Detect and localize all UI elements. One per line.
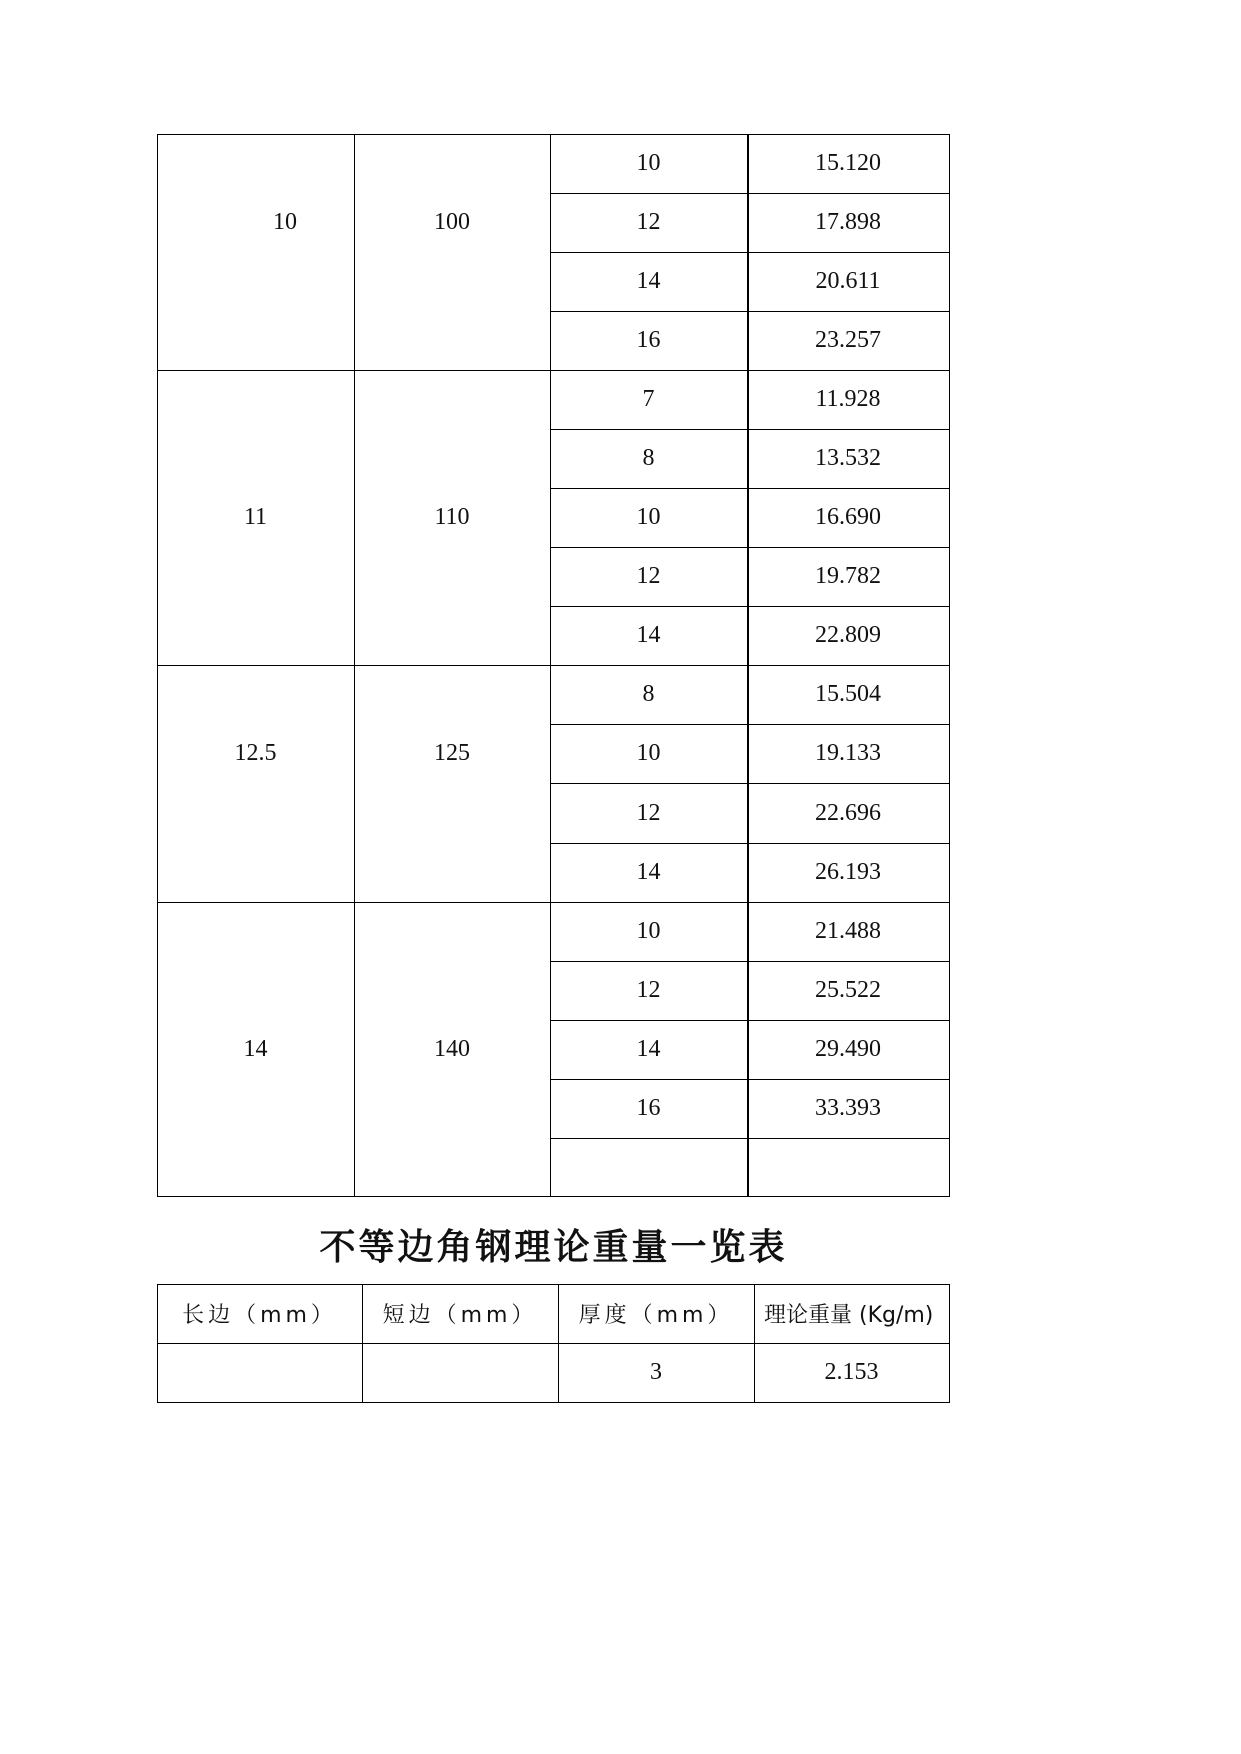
thickness-cell: 3 <box>650 1359 662 1385</box>
weight-cell: 13.532 <box>815 445 881 471</box>
weight-cell: 22.696 <box>815 799 881 826</box>
thickness-cell: 10 <box>636 918 661 944</box>
weight-cell: 17.898 <box>815 209 881 235</box>
long-side-cell: 12.5 <box>234 740 277 766</box>
thickness-cell: 7 <box>642 386 655 412</box>
long-side-cell <box>157 1343 362 1402</box>
short-side-cell <box>362 1343 558 1402</box>
thickness-cell: 14 <box>636 859 661 885</box>
thickness-cell: 14 <box>636 268 661 294</box>
weight-cell: 20.611 <box>815 268 881 294</box>
weight-cell: 19.133 <box>815 740 881 766</box>
thickness-cell: 12 <box>636 563 661 589</box>
short-side-cell: 100 <box>434 209 470 235</box>
thickness-cell: 14 <box>636 1036 661 1062</box>
weight-cell: 22.809 <box>815 622 881 648</box>
thickness-cell: 10 <box>636 740 661 766</box>
long-side-cell: 10 <box>273 209 297 235</box>
unequal-angle-weight-table <box>157 1284 950 1403</box>
weight-cell <box>747 1138 949 1196</box>
thickness-cell: 10 <box>636 150 661 176</box>
thickness-cell <box>550 1138 747 1196</box>
long-side-cell: 14 <box>243 1035 268 1062</box>
weight-cell: 16.690 <box>815 504 881 530</box>
thickness-cell: 12 <box>636 209 661 235</box>
weight-cell: 29.490 <box>815 1036 881 1062</box>
weight-cell: 19.782 <box>815 563 881 589</box>
weight-cell: 15.120 <box>815 150 881 176</box>
short-side-cell: 140 <box>434 1035 470 1062</box>
thickness-cell: 14 <box>636 622 661 648</box>
header-long-side: 长边（mm） <box>182 1303 337 1328</box>
section-title: 不等边角钢理论重量一览表 <box>319 1226 788 1268</box>
thickness-cell: 8 <box>642 445 655 471</box>
weight-cell: 26.193 <box>815 859 881 885</box>
short-side-cell: 110 <box>434 504 470 530</box>
header-short-side: 短边（mm） <box>382 1303 538 1328</box>
table-border-bottom <box>157 1196 950 1197</box>
thickness-cell: 10 <box>636 504 661 530</box>
weight-cell: 21.488 <box>815 918 881 944</box>
long-side-cell: 11 <box>243 504 268 530</box>
thickness-cell: 8 <box>642 681 655 707</box>
weight-cell: 2.153 <box>824 1359 879 1385</box>
thickness-cell: 12 <box>636 799 661 826</box>
weight-cell: 15.504 <box>815 681 881 707</box>
table-border-bottom <box>157 1402 950 1403</box>
weight-cell: 33.393 <box>815 1095 881 1121</box>
header-thickness: 厚度（mm） <box>578 1303 734 1328</box>
short-side-cell: 125 <box>434 740 470 766</box>
weight-cell: 23.257 <box>815 327 881 353</box>
thickness-cell: 16 <box>636 327 661 353</box>
thickness-cell: 16 <box>636 1095 661 1121</box>
weight-cell: 25.522 <box>815 977 881 1003</box>
thickness-cell: 12 <box>636 977 661 1003</box>
header-weight: 理论重量 (Kg/m) <box>764 1303 934 1328</box>
weight-table-continued <box>157 134 950 1197</box>
weight-cell: 11.928 <box>815 386 881 412</box>
